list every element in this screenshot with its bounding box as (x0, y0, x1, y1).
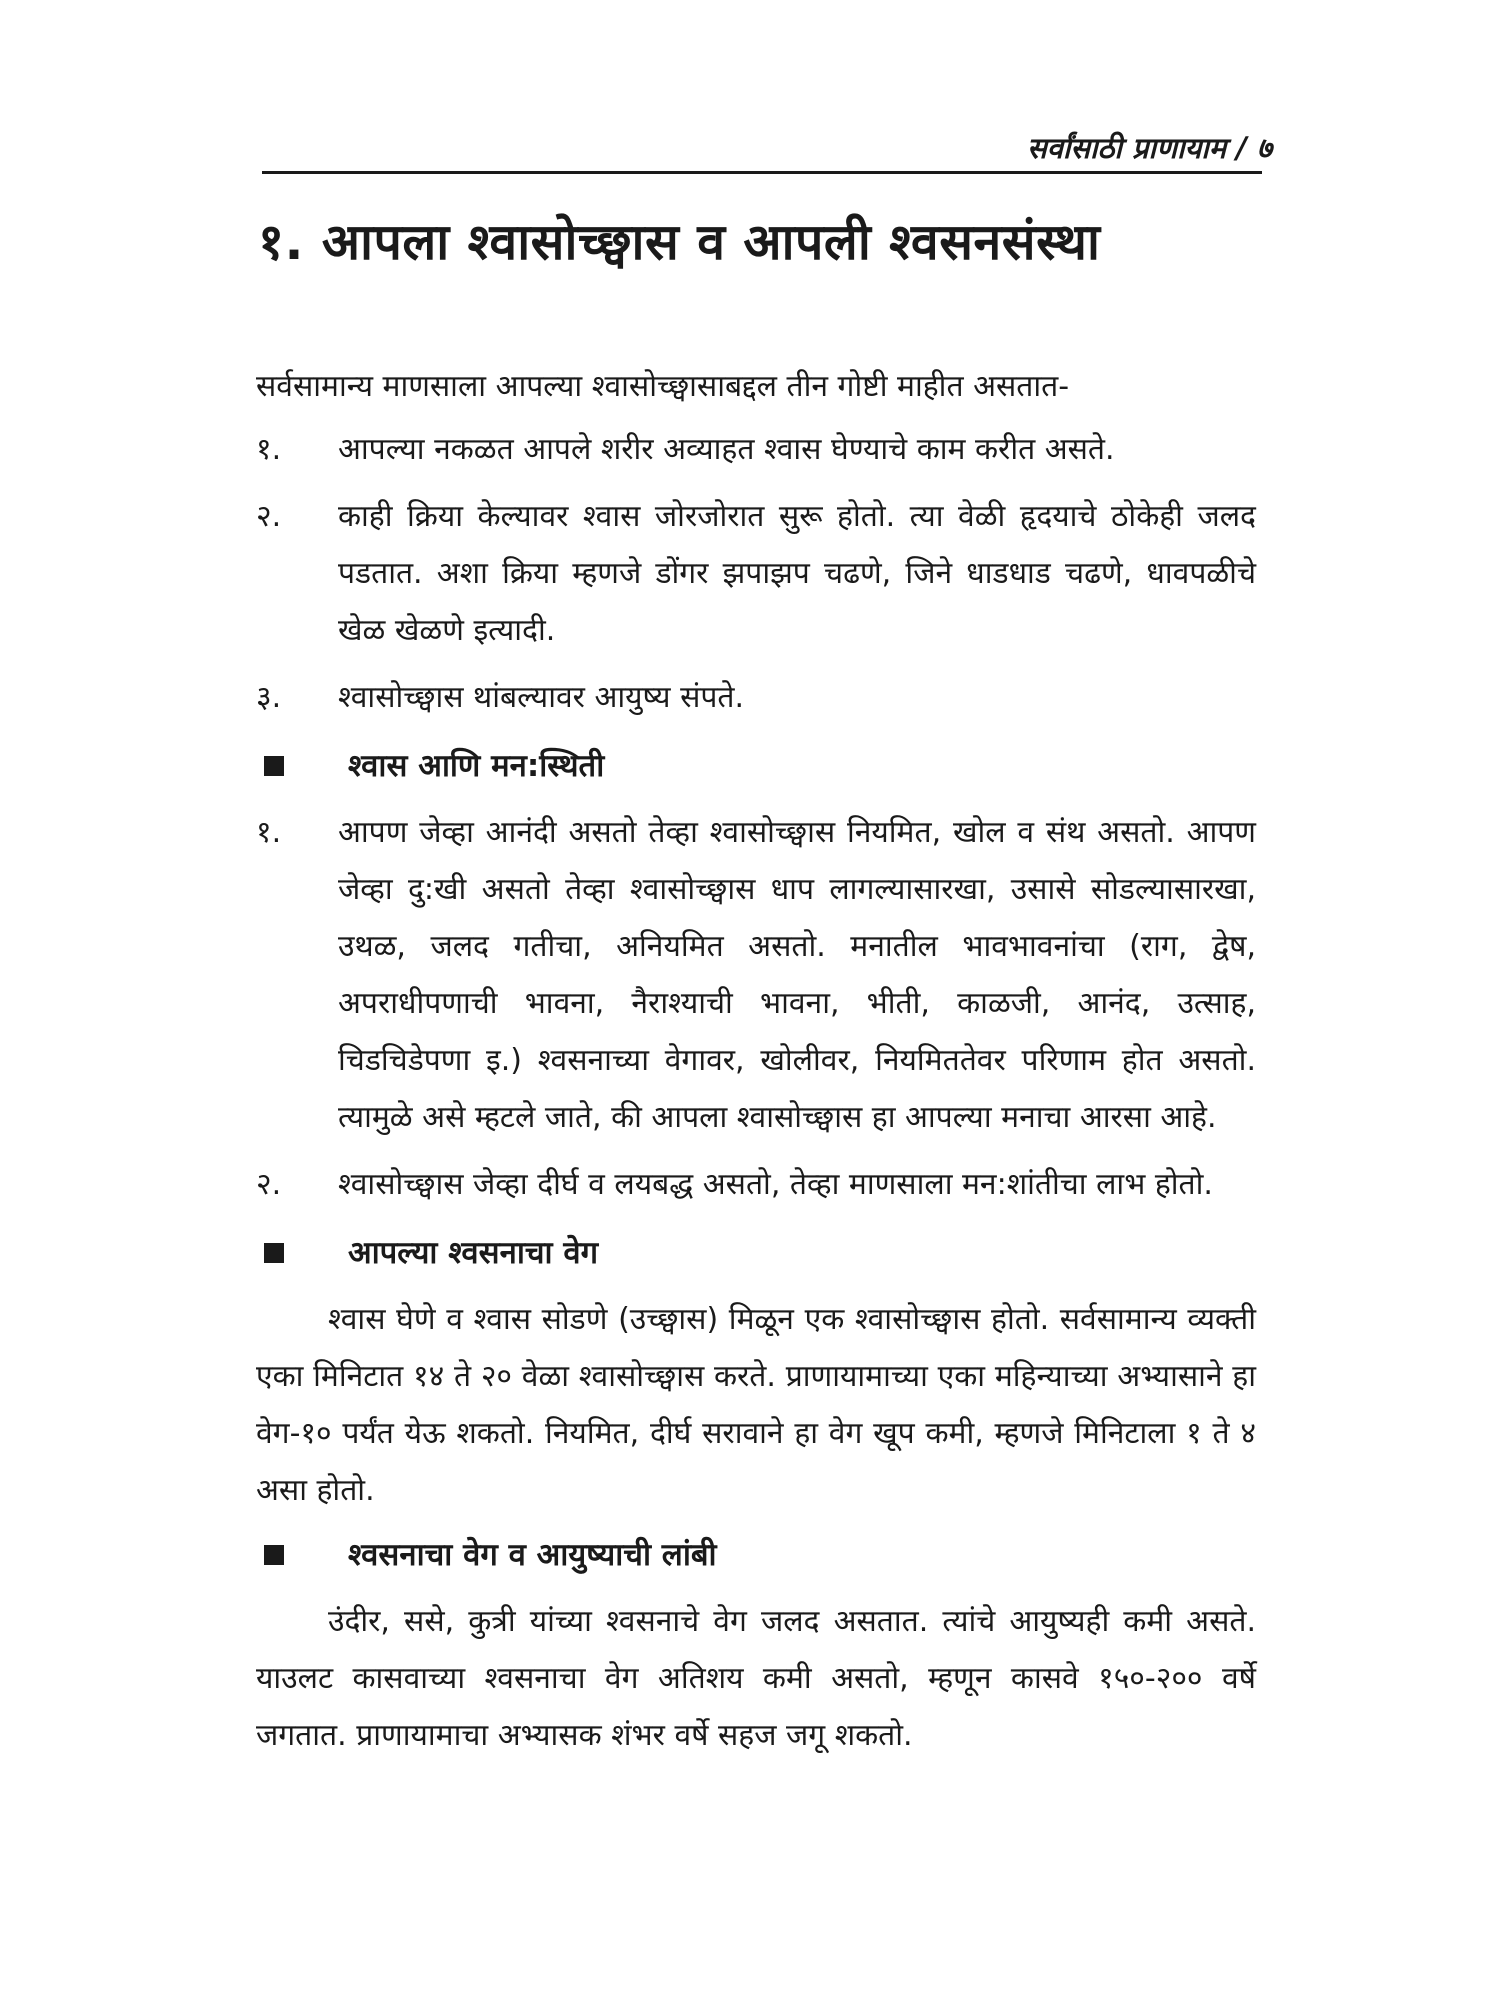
list-item (256, 669, 1256, 726)
section-heading (256, 1525, 1256, 1585)
list-number: १. (256, 432, 282, 467)
square-bullet-icon (264, 1243, 284, 1263)
list-number: १. (256, 815, 282, 850)
square-bullet-icon (264, 1545, 284, 1565)
square-bullet-icon (264, 756, 284, 776)
section-paragraph: श्वास घेणे व श्वास सोडणे (उच्छ्वास) मिळून एक श्वासोच्छ्वास होतो. सर्वसामान्य व्यक्ती एका मिनिटात १४ ते २० वेळा श्वासोच्छ्वास करते. प्राणायामाच्या एका महिन्याच्या अभ्यासाने हा वेग-१० पर्यंत येऊ शकतो. नियमित, दीर्घ सरावाने हा वेग खूप कमी, म्हणजे मिनिटाला १ ते ४ असा होतो. (256, 1302, 1256, 1508)
running-head: सर्वांसाठी प्राणायाम / ७ (1027, 131, 1272, 165)
list-text: आपण जेव्हा आनंदी असतो तेव्हा श्वासोच्छ्वास नियमित, खोल व संथ असतो. आपण जेव्हा दु:खी असतो तेव्हा श्वासोच्छ्वास धाप लागल्यासारखा, उसासे सोडल्यासारखा, उथळ, जलद गतीचा, अनियमित असतो. मनातील भावभावनांचा (राग, द्वेष, अपराधीपणाची भावना, नैराश्याची भावना, भीती, काळजी, आनंद, उत्साह, चिडचिडेपणा इ.) श्वसनाच्या वेगावर, खोलीवर, नियमिततेवर परिणाम होत असतो. त्यामुळे असे म्हटले जाते, की आपला श्वासोच्छ्वास हा आपल्या मनाचा आरसा आहे. (338, 815, 1256, 1135)
intro-paragraph: सर्वसामान्य माणसाला आपल्या श्वासोच्छ्वासाबद्दल तीन गोष्टी माहीत असतात- (256, 369, 1070, 404)
list-item (256, 1156, 1256, 1213)
section-heading (256, 1223, 1256, 1283)
section-heading-text: श्वसनाचा वेग व आयुष्याची लांबी (348, 1537, 717, 1573)
section-heading-text: आपल्या श्वसनाचा वेग (348, 1235, 599, 1271)
list-number: २. (256, 1167, 282, 1202)
section-paragraph: उंदीर, ससे, कुत्री यांच्या श्वसनाचे वेग जलद असतात. त्यांचे आयुष्यही कमी असते. याउलट कासवाच्या श्वसनाचा वेग अतिशय कमी असतो, म्हणून कासवे १५०-२०० वर्षे जगतात. प्राणायामाचा अभ्यासक शंभर वर्षे सहज जगू शकतो. (256, 1604, 1256, 1753)
list-number: ३. (256, 680, 282, 715)
list-item (256, 804, 1256, 1146)
header-rule (262, 171, 1262, 174)
list-item (256, 421, 1256, 478)
list-text: श्वासोच्छ्वास जेव्हा दीर्घ व लयबद्ध असतो, तेव्हा माणसाला मन:शांतीचा लाभ होतो. (338, 1167, 1213, 1202)
body-text (256, 358, 1256, 1770)
section-heading (256, 736, 1256, 796)
list-text: आपल्या नकळत आपले शरीर अव्याहत श्वास घेण्याचे काम करीत असते. (338, 432, 1115, 467)
list-number: २. (256, 499, 282, 534)
chapter-title: १. आपला श्वासोच्छ्वास व आपली श्वसनसंस्था (258, 213, 1101, 271)
list-item (256, 488, 1256, 659)
section-heading-text: श्वास आणि मन:स्थिती (348, 748, 605, 784)
list-text: श्वासोच्छ्वास थांबल्यावर आयुष्य संपते. (338, 680, 745, 715)
list-text: काही क्रिया केल्यावर श्वास जोरजोरात सुरू होतो. त्या वेळी हृदयाचे ठोकेही जलद पडतात. अशा क्रिया म्हणजे डोंगर झपाझप चढणे, जिने धाडधाड चढणे, धावपळीचे खेळ खेळणे इत्यादी. (338, 499, 1256, 648)
